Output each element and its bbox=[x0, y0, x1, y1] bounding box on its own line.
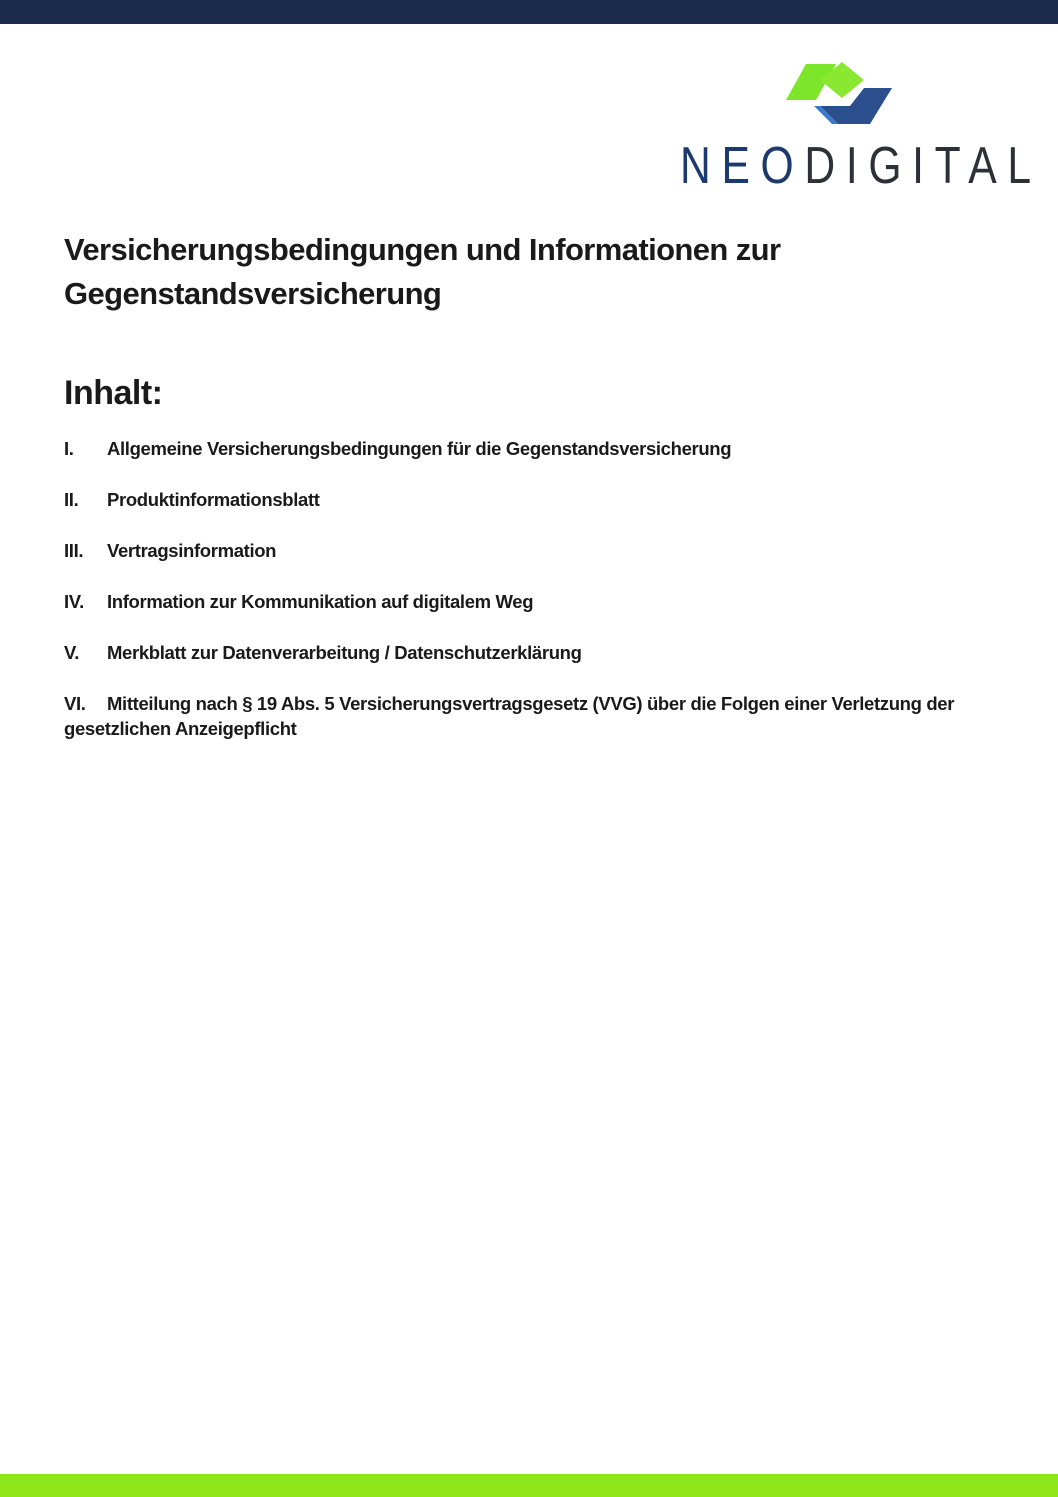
toc-item-label: Mitteilung nach § 19 Abs. 5 Versicherungsvertragsgesetz (VVG) über die Folgen einer Verletzung der gesetzlichen Anzeigepflicht bbox=[64, 693, 955, 739]
logo-wordmark bbox=[680, 136, 1042, 196]
toc-item-label: Vertragsinformation bbox=[107, 540, 277, 561]
toc-item-number: III. bbox=[64, 540, 84, 561]
logo-wordmark-neo: NEO bbox=[680, 137, 805, 195]
table-of-contents bbox=[64, 436, 984, 767]
header-bar bbox=[0, 0, 1058, 24]
toc-item-1 bbox=[64, 436, 984, 461]
toc-item-6 bbox=[64, 691, 984, 741]
toc-item-5 bbox=[64, 640, 984, 665]
toc-item-3 bbox=[64, 538, 984, 563]
document-title: Versicherungsbedingungen und Informationen zur Gegenstandsversicherung bbox=[64, 232, 781, 311]
footer-bar bbox=[0, 1474, 1058, 1497]
toc-item-number: V. bbox=[64, 642, 80, 663]
toc-item-number: II. bbox=[64, 489, 79, 510]
toc-item-label: Information zur Kommunikation auf digitalem Weg bbox=[107, 591, 534, 612]
toc-item-4 bbox=[64, 589, 984, 614]
toc-item-number: VI. bbox=[64, 693, 86, 714]
logo-mark-icon bbox=[782, 58, 892, 128]
toc-item-label: Allgemeine Versicherungsbedingungen für die Gegenstandsversicherung bbox=[107, 438, 732, 459]
toc-item-number: I. bbox=[64, 438, 74, 459]
toc-heading: Inhalt: bbox=[64, 374, 163, 412]
logo-wordmark-digital: DIGITAL bbox=[804, 137, 1042, 195]
toc-item-number: IV. bbox=[64, 591, 84, 612]
toc-item-2 bbox=[64, 487, 984, 512]
neodigital-logo bbox=[676, 58, 1042, 198]
toc-item-label: Produktinformationsblatt bbox=[107, 489, 320, 510]
toc-item-label: Merkblatt zur Datenverarbeitung / Datenschutzerklärung bbox=[107, 642, 582, 663]
